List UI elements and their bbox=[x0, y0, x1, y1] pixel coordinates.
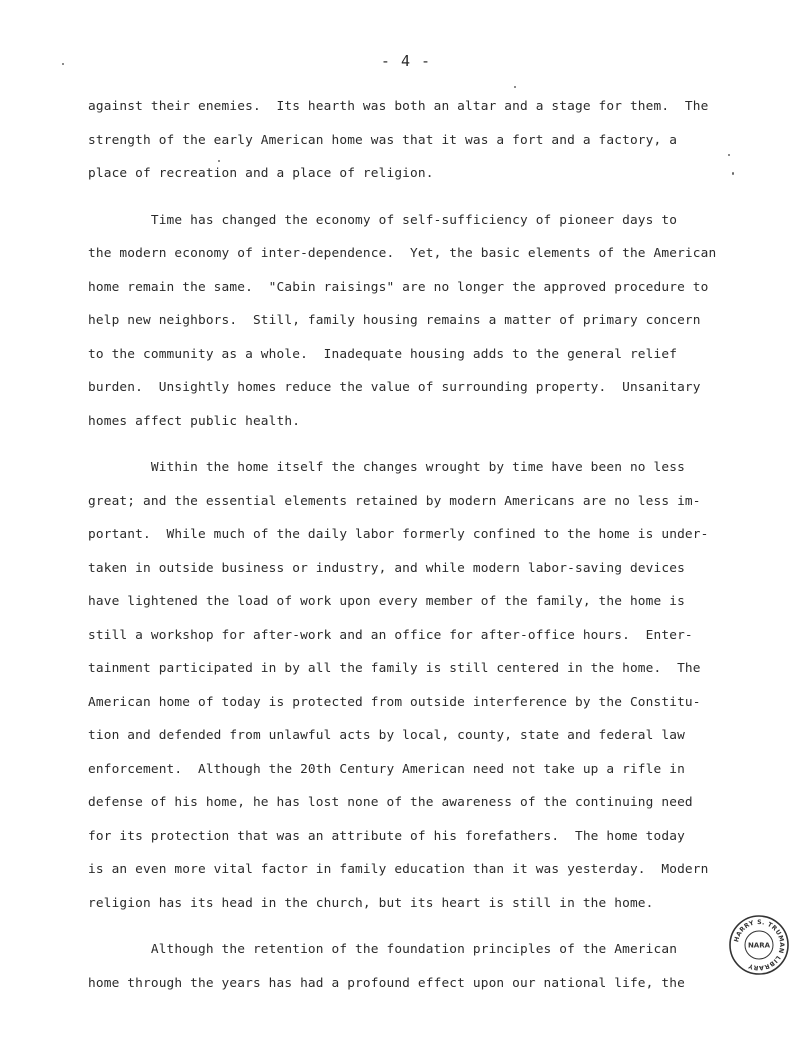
text-line: still a workshop for after-work and an office for after-office hours. Enter- bbox=[88, 627, 693, 643]
paragraph-gap bbox=[88, 920, 728, 933]
paragraph-2 bbox=[88, 204, 728, 439]
text-line: home through the years has had a profound effect upon our national life, the bbox=[88, 975, 685, 991]
body-text bbox=[88, 90, 728, 1000]
text-line: Time has changed the economy of self-sufficiency of pioneer days to bbox=[88, 212, 678, 228]
text-line: place of recreation and a place of religion. bbox=[88, 166, 434, 181]
text-line: great; and the essential elements retained by modern Americans are no less im- bbox=[88, 493, 701, 509]
text-line: home remain the same. "Cabin raisings" are no longer the approved procedure to bbox=[88, 279, 709, 295]
library-stamp-icon bbox=[728, 914, 790, 976]
text-line: Within the home itself the changes wrought by time have been no less bbox=[88, 460, 685, 475]
text-line: help new neighbors. Still, family housing remains a matter of primary concern bbox=[88, 313, 701, 328]
text-line: to the community as a whole. Inadequate housing adds to the general relief bbox=[88, 346, 678, 362]
paragraph-gap bbox=[88, 191, 728, 204]
text-line: burden. Unsightly homes reduce the value of surrounding property. Unsanitary bbox=[88, 380, 701, 395]
text-line: tainment participated in by all the family is still centered in the home. The bbox=[88, 661, 701, 676]
paragraph-gap bbox=[88, 438, 728, 451]
paragraph-4 bbox=[88, 933, 728, 1000]
scan-speck bbox=[728, 154, 730, 156]
scan-speck bbox=[218, 160, 220, 162]
text-line: Although the retention of the foundation principles of the American bbox=[88, 942, 678, 957]
text-line: defense of his home, he has lost none of the awareness of the continuing need bbox=[88, 795, 693, 810]
text-line: portant. While much of the daily labor formerly confined to the home is under- bbox=[88, 527, 709, 542]
scan-speck bbox=[732, 172, 734, 175]
text-line: religion has its head in the church, but its heart is still in the home. bbox=[88, 895, 654, 911]
text-line: American home of today is protected from outside interference by the Constitu- bbox=[88, 694, 701, 710]
page-number: - 4 - bbox=[380, 52, 432, 70]
scan-speck bbox=[62, 63, 64, 65]
stamp-center-text: NARA bbox=[747, 941, 771, 950]
text-line: tion and defended from unlawful acts by local, county, state and federal law bbox=[88, 728, 685, 743]
text-line: is an even more vital factor in family education than it was yesterday. Modern bbox=[88, 862, 709, 877]
text-line: enforcement. Although the 20th Century American need not take up a rifle in bbox=[88, 761, 685, 777]
text-line: strength of the early American home was that it was a fort and a factory, a bbox=[88, 132, 678, 148]
text-line: for its protection that was an attribute of his forefathers. The home today bbox=[88, 828, 685, 844]
text-line: the modern economy of inter-dependence. Yet, the basic elements of the American bbox=[88, 246, 717, 261]
text-line: homes affect public health. bbox=[88, 413, 301, 429]
stamp-ring-text: HARRY S. TRUMAN LIBRARY bbox=[733, 918, 786, 972]
text-line: taken in outside business or industry, and while modern labor-saving devices bbox=[88, 560, 685, 576]
text-line: have lightened the load of work upon every member of the family, the home is bbox=[88, 594, 685, 609]
paragraph-3 bbox=[88, 451, 728, 920]
text-line: against their enemies. Its hearth was both an altar and a stage for them. The bbox=[88, 99, 709, 114]
scan-speck bbox=[514, 86, 516, 88]
paragraph-1 bbox=[88, 90, 728, 191]
